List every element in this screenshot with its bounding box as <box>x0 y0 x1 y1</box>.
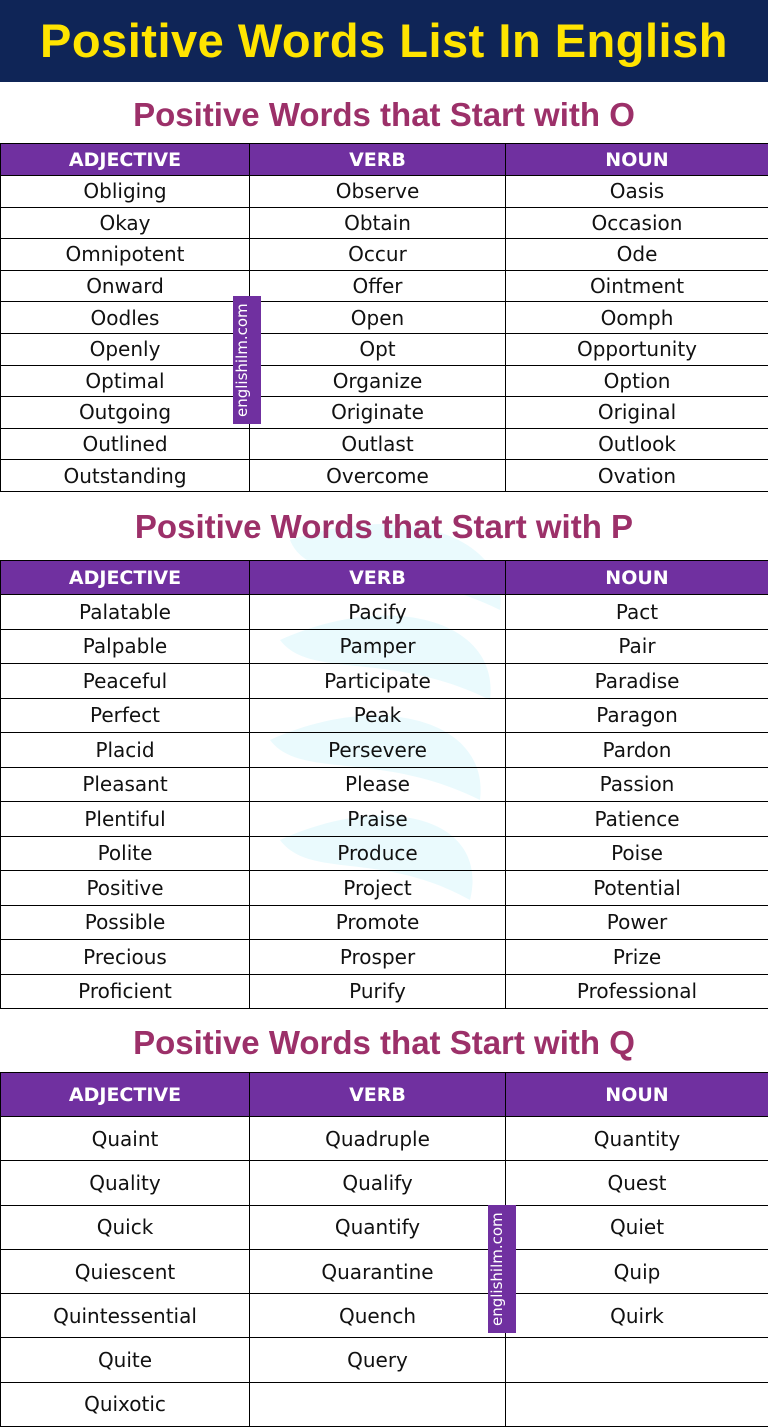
column-header-noun: NOUN <box>506 561 768 595</box>
word-cell-adjective: Quaint <box>1 1117 250 1161</box>
section-title-p: Positive Words that Start with P <box>134 508 634 545</box>
table-row <box>1 1382 768 1426</box>
word-cell-adjective: Palpable <box>1 629 250 664</box>
word-cell-noun: Outlook <box>506 428 768 460</box>
table-row <box>1 974 768 1009</box>
word-cell-adjective: Placid <box>1 733 250 768</box>
word-cell-verb: Purify <box>250 974 506 1009</box>
page-banner-title: Positive Words List In English <box>0 0 768 82</box>
word-cell-verb: Qualify <box>250 1161 506 1205</box>
words-table-p <box>0 560 768 1009</box>
word-cell-noun: Paragon <box>506 698 768 733</box>
word-cell-adjective: Possible <box>1 905 250 940</box>
word-cell-noun: Quiet <box>506 1205 768 1249</box>
word-cell-verb: Query <box>250 1338 506 1382</box>
word-cell-noun: Option <box>506 365 768 397</box>
word-cell-adjective: Proficient <box>1 974 250 1009</box>
word-cell-noun: Prize <box>506 940 768 975</box>
table-row <box>1 733 768 768</box>
word-cell-verb: Open <box>250 302 506 334</box>
section-title-q: Positive Words that Start with Q <box>133 1024 635 1061</box>
word-cell-adjective: Quick <box>1 1205 250 1249</box>
word-cell-noun <box>506 1382 768 1426</box>
table-row <box>1 664 768 699</box>
word-cell-adjective: Quality <box>1 1161 250 1205</box>
word-cell-adjective: Quiescent <box>1 1249 250 1293</box>
table-row <box>1 302 768 334</box>
word-cell-adjective: Quixotic <box>1 1382 250 1426</box>
word-cell-adjective: Perfect <box>1 698 250 733</box>
table-row <box>1 207 768 239</box>
table-row <box>1 1294 768 1338</box>
table-row <box>1 905 768 940</box>
word-cell-adjective: Plentiful <box>1 802 250 837</box>
table-row <box>1 176 768 208</box>
word-cell-noun: Quest <box>506 1161 768 1205</box>
word-cell-verb: Quantify <box>250 1205 506 1249</box>
word-cell-noun: Paradise <box>506 664 768 699</box>
table-row <box>1 767 768 802</box>
word-cell-verb: Prosper <box>250 940 506 975</box>
table-row <box>1 239 768 271</box>
word-cell-verb: Quench <box>250 1294 506 1338</box>
word-cell-adjective: Polite <box>1 836 250 871</box>
word-cell-verb: Quarantine <box>250 1249 506 1293</box>
word-cell-noun: Quirk <box>506 1294 768 1338</box>
word-cell-noun: Potential <box>506 871 768 906</box>
word-cell-verb: Outlast <box>250 428 506 460</box>
words-table-o <box>0 143 768 492</box>
word-cell-verb: Please <box>250 767 506 802</box>
word-cell-verb: Peak <box>250 698 506 733</box>
column-header-noun: NOUN <box>506 1073 768 1117</box>
word-cell-verb: Pacify <box>250 595 506 630</box>
word-cell-noun: Pair <box>506 629 768 664</box>
words-table-q <box>0 1072 768 1427</box>
column-header-verb: VERB <box>250 144 506 176</box>
table-row <box>1 698 768 733</box>
word-cell-adjective: Openly <box>1 333 250 365</box>
word-cell-adjective: Obliging <box>1 176 250 208</box>
word-cell-adjective: Outlined <box>1 428 250 460</box>
word-cell-noun: Oasis <box>506 176 768 208</box>
word-cell-noun: Ointment <box>506 270 768 302</box>
table-row <box>1 1205 768 1249</box>
word-cell-verb: Quadruple <box>250 1117 506 1161</box>
word-cell-verb: Pamper <box>250 629 506 664</box>
word-cell-adjective: Positive <box>1 871 250 906</box>
table-row <box>1 1249 768 1293</box>
word-cell-verb: Occur <box>250 239 506 271</box>
word-cell-verb: Opt <box>250 333 506 365</box>
table-row <box>1 802 768 837</box>
word-cell-noun: Occasion <box>506 207 768 239</box>
word-cell-noun: Oomph <box>506 302 768 334</box>
word-cell-noun: Patience <box>506 802 768 837</box>
word-cell-adjective: Pleasant <box>1 767 250 802</box>
word-cell-adjective: Quintessential <box>1 1294 250 1338</box>
table-row <box>1 1161 768 1205</box>
word-cell-verb: Obtain <box>250 207 506 239</box>
word-cell-adjective: Oodles <box>1 302 250 334</box>
column-header-verb: VERB <box>250 561 506 595</box>
word-cell-verb: Project <box>250 871 506 906</box>
word-cell-verb: Produce <box>250 836 506 871</box>
word-cell-adjective: Okay <box>1 207 250 239</box>
column-header-noun: NOUN <box>506 144 768 176</box>
table-row <box>1 333 768 365</box>
table-row <box>1 460 768 492</box>
site-watermark-label: englishilm.com <box>488 1205 516 1333</box>
word-cell-verb: Organize <box>250 365 506 397</box>
column-header-adjective: ADJECTIVE <box>1 144 250 176</box>
table-row <box>1 1338 768 1382</box>
table-row <box>1 397 768 429</box>
section-title-o: Positive Words that Start with O <box>133 96 635 133</box>
table-row <box>1 940 768 975</box>
word-cell-noun: Pact <box>506 595 768 630</box>
column-header-adjective: ADJECTIVE <box>1 561 250 595</box>
word-cell-adjective: Outstanding <box>1 460 250 492</box>
word-cell-adjective: Outgoing <box>1 397 250 429</box>
word-cell-noun: Ode <box>506 239 768 271</box>
word-cell-adjective: Precious <box>1 940 250 975</box>
word-cell-noun: Poise <box>506 836 768 871</box>
word-cell-adjective: Palatable <box>1 595 250 630</box>
word-cell-adjective: Onward <box>1 270 250 302</box>
table-row <box>1 428 768 460</box>
word-cell-verb: Praise <box>250 802 506 837</box>
word-cell-noun: Original <box>506 397 768 429</box>
word-cell-noun: Quip <box>506 1249 768 1293</box>
word-cell-noun: Opportunity <box>506 333 768 365</box>
table-row <box>1 1117 768 1161</box>
column-header-adjective: ADJECTIVE <box>1 1073 250 1117</box>
word-cell-verb <box>250 1382 506 1426</box>
word-cell-adjective: Optimal <box>1 365 250 397</box>
word-cell-verb: Originate <box>250 397 506 429</box>
site-watermark-label: englishilm.com <box>233 296 261 424</box>
word-cell-adjective: Peaceful <box>1 664 250 699</box>
word-cell-verb: Overcome <box>250 460 506 492</box>
column-header-verb: VERB <box>250 1073 506 1117</box>
word-cell-noun: Power <box>506 905 768 940</box>
table-row <box>1 595 768 630</box>
word-cell-adjective: Omnipotent <box>1 239 250 271</box>
word-cell-verb: Persevere <box>250 733 506 768</box>
word-cell-noun: Pardon <box>506 733 768 768</box>
word-cell-noun: Quantity <box>506 1117 768 1161</box>
word-cell-adjective: Quite <box>1 1338 250 1382</box>
word-cell-noun: Passion <box>506 767 768 802</box>
word-cell-verb: Observe <box>250 176 506 208</box>
table-row <box>1 836 768 871</box>
table-row <box>1 629 768 664</box>
word-cell-noun: Professional <box>506 974 768 1009</box>
table-row <box>1 270 768 302</box>
word-cell-noun <box>506 1338 768 1382</box>
table-row <box>1 365 768 397</box>
word-cell-verb: Participate <box>250 664 506 699</box>
table-row <box>1 871 768 906</box>
word-cell-verb: Promote <box>250 905 506 940</box>
word-cell-verb: Offer <box>250 270 506 302</box>
word-cell-noun: Ovation <box>506 460 768 492</box>
